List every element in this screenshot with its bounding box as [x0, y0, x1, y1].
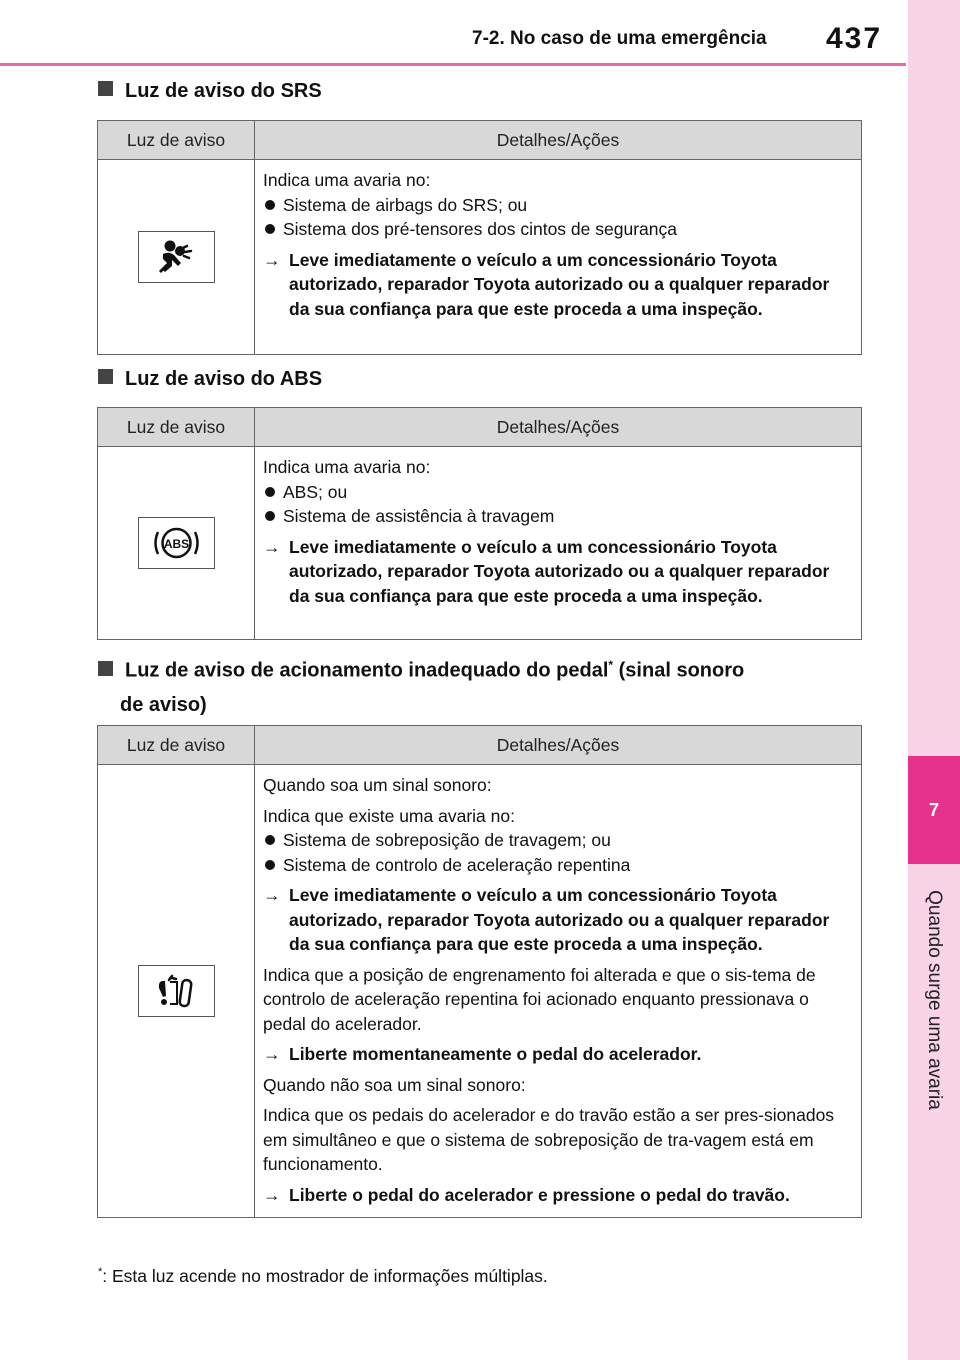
list-item: Sistema de sobreposição de travagem; ou — [263, 828, 853, 853]
list-item: Sistema de controlo de aceleração repentina — [263, 853, 853, 878]
column-header-details: Detalhes/Ações — [255, 121, 862, 160]
abs-heading: Luz de aviso do ABS — [98, 362, 322, 396]
chapter-side-tab — [908, 0, 960, 1360]
srs-table — [97, 120, 862, 355]
svg-text:ABS: ABS — [163, 537, 189, 551]
page-number: 437 — [826, 22, 883, 55]
pedal-details: Quando soa um sinal sonoro: Indica que existe uma avaria no: Sistema de sobreposição de travagem; ou Sistema de controlo de aceleração repentina → Leve imediatamente o veículo a um concessionário Toyota autorizado, reparador Toyota autorizado ou a qualquer reparador da sua confiança para que este proceda a uma inspeção. Indica que a posição de engrenamento foi alterada e que o sis-tema de controlo de aceleração repentina foi acionado enquanto pressionava o pedal do acelerador. → Liberte momentaneamente o pedal do acelerador. Quando não soa um sinal sonoro: Indica que os pedais do acelerador e do travão estão a ser pres-sionados em simultâneo e que o sistema de sobreposição de tra-vagem está em funcionamento. → Liberte o pedal do acelerador e pressione o pedal do travão. — [255, 765, 862, 1218]
airbag-warning-icon — [138, 231, 215, 283]
list-item: ABS; ou — [263, 480, 853, 505]
page-header — [0, 0, 906, 66]
list-item: Sistema dos pré-tensores dos cintos de segurança — [263, 217, 853, 242]
abs-table — [97, 407, 862, 640]
column-header-warning-light: Luz de aviso — [98, 726, 255, 765]
abs-details: Indica uma avaria no: ABS; ou Sistema de assistência à travagem → Leve imediatamente o veículo a um concessionário Toyota autorizado, reparador Toyota autorizado ou a qualquer reparador da sua confiança para que este proceda a uma inspeção. — [255, 447, 862, 640]
square-bullet-icon — [98, 369, 113, 384]
column-header-details: Detalhes/Ações — [255, 408, 862, 447]
abs-warning-icon — [138, 517, 215, 569]
chapter-number: 7 — [908, 756, 960, 864]
srs-heading: Luz de aviso do SRS — [98, 74, 322, 108]
chapter-title: Quando surge uma avaria — [924, 890, 945, 1110]
pedal-heading: Luz de aviso de acionamento inadequado do pedal* (sinal sonoro de aviso) — [98, 648, 744, 722]
column-header-warning-light: Luz de aviso — [98, 408, 255, 447]
column-header-warning-light: Luz de aviso — [98, 121, 255, 160]
action-instruction: → Liberte o pedal do acelerador e pressione o pedal do travão. — [263, 1184, 790, 1205]
action-instruction: → Liberte momentaneamente o pedal do acelerador. — [263, 1044, 702, 1064]
header-divider — [0, 63, 906, 66]
list-item: Sistema de airbags do SRS; ou — [263, 193, 853, 218]
action-instruction: → Leve imediatamente o veículo a um concessionário Toyota autorizado, reparador Toyota autorizado ou a qualquer reparador da sua confiança para que este proceda a uma inspeção. — [263, 536, 830, 606]
pedal-table — [97, 725, 862, 1218]
action-instruction: → Leve imediatamente o veículo a um concessionário Toyota autorizado, reparador Toyota autorizado ou a qualquer reparador da sua confiança para que este proceda a uma inspeção. — [263, 885, 830, 954]
footnote: *: Esta luz acende no mostrador de informações múltiplas. — [98, 1266, 548, 1286]
section-title: 7-2. No caso de uma emergência — [472, 28, 767, 49]
list-item: Sistema de assistência à travagem — [263, 504, 853, 529]
action-instruction: → Leve imediatamente o veículo a um concessionário Toyota autorizado, reparador Toyota autorizado ou a qualquer reparador da sua confiança para que este proceda a uma inspeção. — [263, 249, 830, 319]
column-header-details: Detalhes/Ações — [255, 726, 862, 765]
square-bullet-icon — [98, 661, 113, 676]
srs-details: Indica uma avaria no: Sistema de airbags do SRS; ou Sistema dos pré-tensores dos cintos de segurança → Leve imediatamente o veículo a um concessionário Toyota autorizado, reparador Toyota autorizado ou a qualquer reparador da sua confiança para que este proceda a uma inspeção. — [255, 160, 862, 355]
square-bullet-icon — [98, 81, 113, 96]
pedal-misoperation-icon — [138, 965, 215, 1017]
